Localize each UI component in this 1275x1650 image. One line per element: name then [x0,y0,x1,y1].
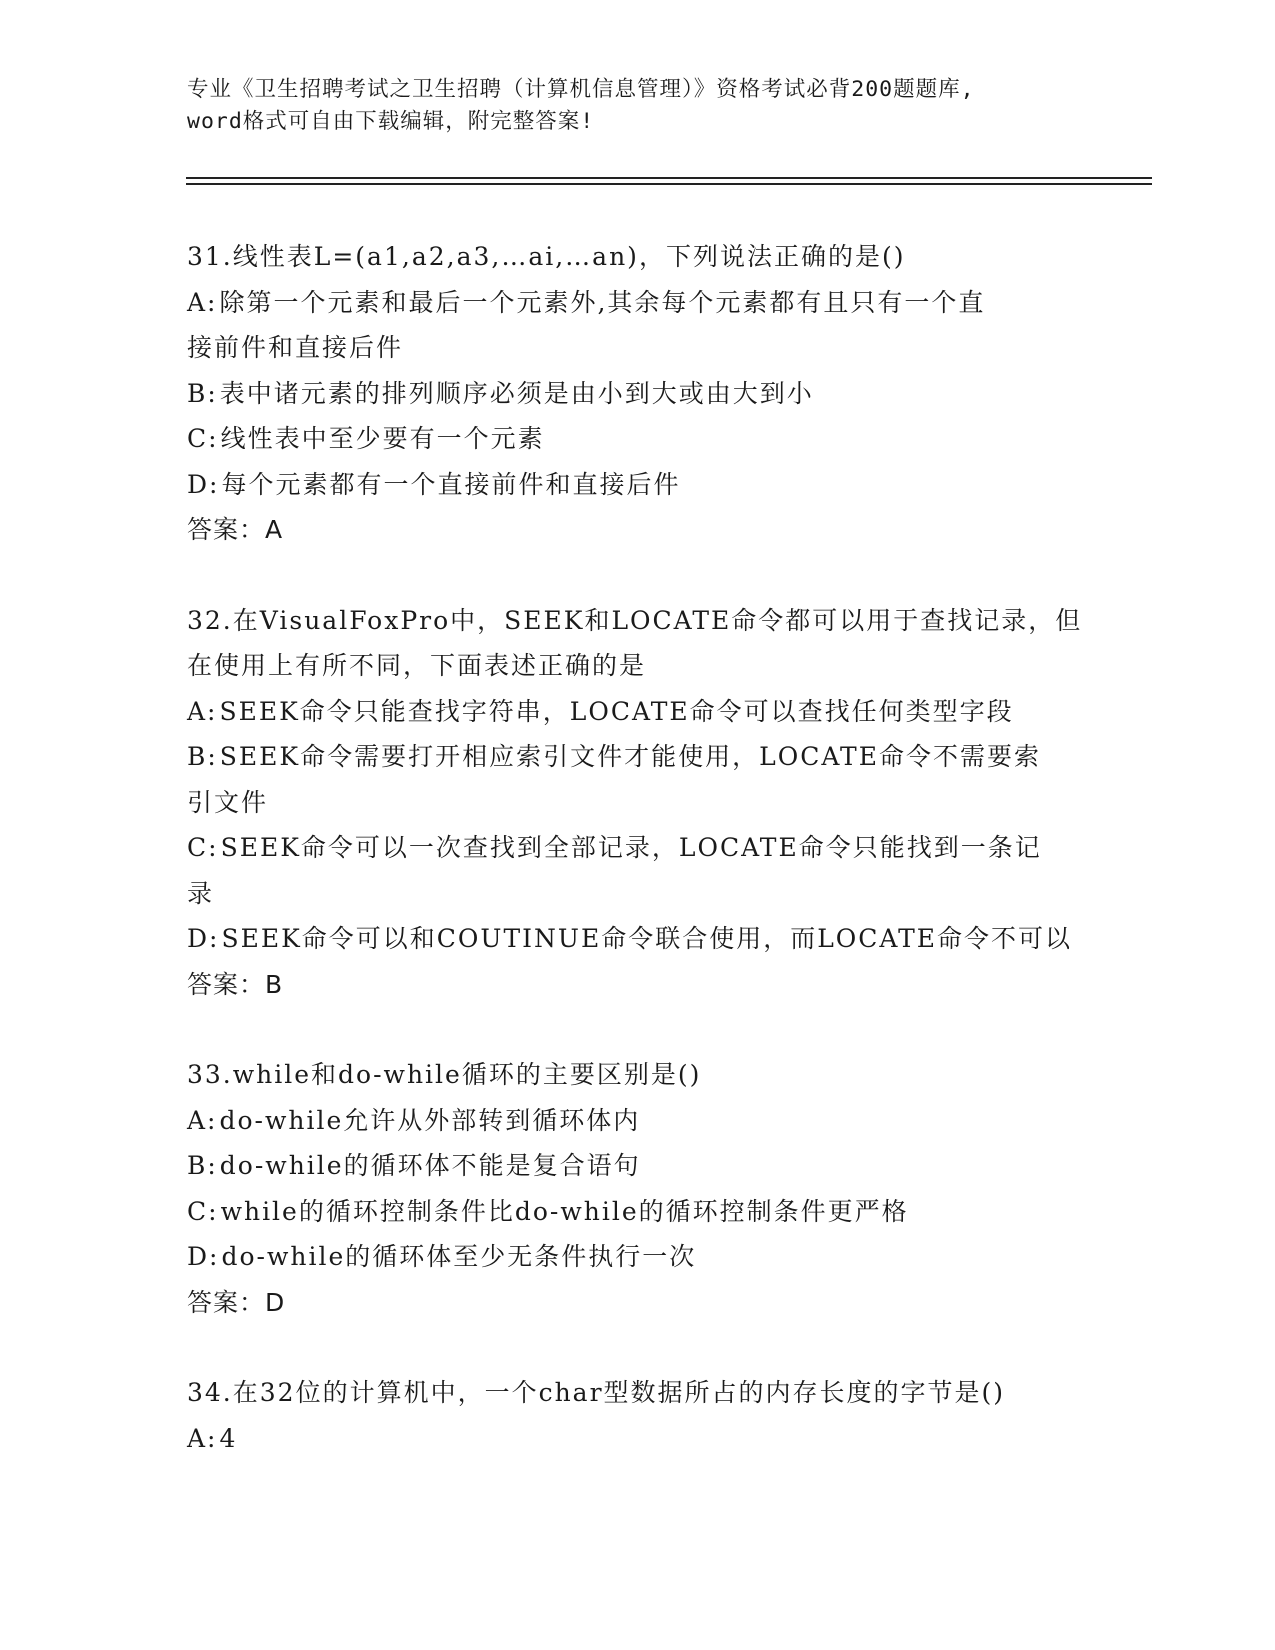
option-c [187,416,1087,462]
option-label: A: [187,1105,218,1135]
option-text: 除第一个元素和最后一个元素外,其余每个元素都有且只有一个直 [219,287,986,317]
option-a [187,280,1087,326]
option-label: A: [187,287,218,317]
option-text: 表中诸元素的排列顺序必须是由小到大或由大到小 [219,378,814,408]
option-text: do-while的循环体至少无条件执行一次 [221,1242,697,1271]
answer-text: 答案：A [187,515,284,544]
option-label: D: [187,1242,220,1271]
option-label: A: [187,1423,218,1453]
option-text: while的循环控制条件比do-while的循环控制条件更严格 [220,1196,909,1226]
option-text: SEEK命令需要打开相应索引文件才能使用，LOCATE命令不需要索 [219,742,1041,771]
option-a [187,1098,1087,1144]
option-label: C: [187,424,219,453]
option-label: C: [187,1196,219,1226]
document-header [187,74,1087,138]
answer-text: 答案：B [187,969,284,999]
option-d [187,916,1087,962]
option-c [187,825,1087,871]
question-33 [187,1052,1087,1325]
option-d [187,1234,1087,1280]
option-c [187,1189,1087,1235]
option-label: C: [187,833,219,862]
option-label: A: [187,696,218,726]
option-a-continued: 接前件和直接后件 [187,333,404,362]
option-text: SEEK命令可以和COUTINUE命令联合使用，而LOCATE命令不可以 [221,924,1073,953]
option-b [187,371,1087,417]
question-text-continued: 在使用上有所不同，下面表述正确的是 [187,651,647,680]
option-label: B: [187,378,218,408]
option-text: do-while的循环体不能是复合语句 [219,1151,641,1180]
option-d [187,462,1087,508]
option-c-continued: 录 [187,878,215,908]
option-text: do-while允许从外部转到循环体内 [219,1105,641,1135]
question-text: 32.在VisualFoxPro中，SEEK和LOCATE命令都可以用于查找记录，但 [187,605,1083,635]
answer-text: 答案：D [187,1287,286,1317]
option-a [187,1416,1087,1462]
option-text: 4 [219,1423,238,1453]
option-b [187,1143,1087,1189]
header-divider-top [186,177,1152,179]
option-a [187,689,1087,735]
header-line-2: word格式可自由下载编辑，附完整答案! [187,109,595,134]
header-divider-bottom [186,183,1152,185]
question-text: 34.在32位的计算机中，一个char型数据所占的内存长度的字节是() [187,1378,1006,1407]
question-34 [187,1370,1087,1461]
question-text: 31.线性表L=(a1,a2,a3,…ai,…an)，下列说法正确的是() [187,242,906,271]
option-text: SEEK命令只能查找字符串，LOCATE命令可以查找任何类型字段 [219,696,1014,726]
question-31 [187,234,1087,553]
question-32 [187,598,1087,1008]
option-label: B: [187,742,218,771]
option-text: 每个元素都有一个直接前件和直接后件 [221,469,681,499]
question-list [187,234,1087,1506]
option-label: B: [187,1151,218,1180]
option-b-continued: 引文件 [187,787,269,817]
option-label: D: [187,924,220,953]
question-text: 33.while和do-while循环的主要区别是() [187,1060,702,1089]
option-text: 线性表中至少要有一个元素 [220,424,545,453]
option-label: D: [187,469,220,499]
option-b [187,734,1087,780]
header-line-1: 专业《卫生招聘考试之卫生招聘（计算机信息管理）》资格考试必背200题题库, [187,77,975,102]
option-text: SEEK命令可以一次查找到全部记录，LOCATE命令只能找到一条记 [220,833,1042,862]
